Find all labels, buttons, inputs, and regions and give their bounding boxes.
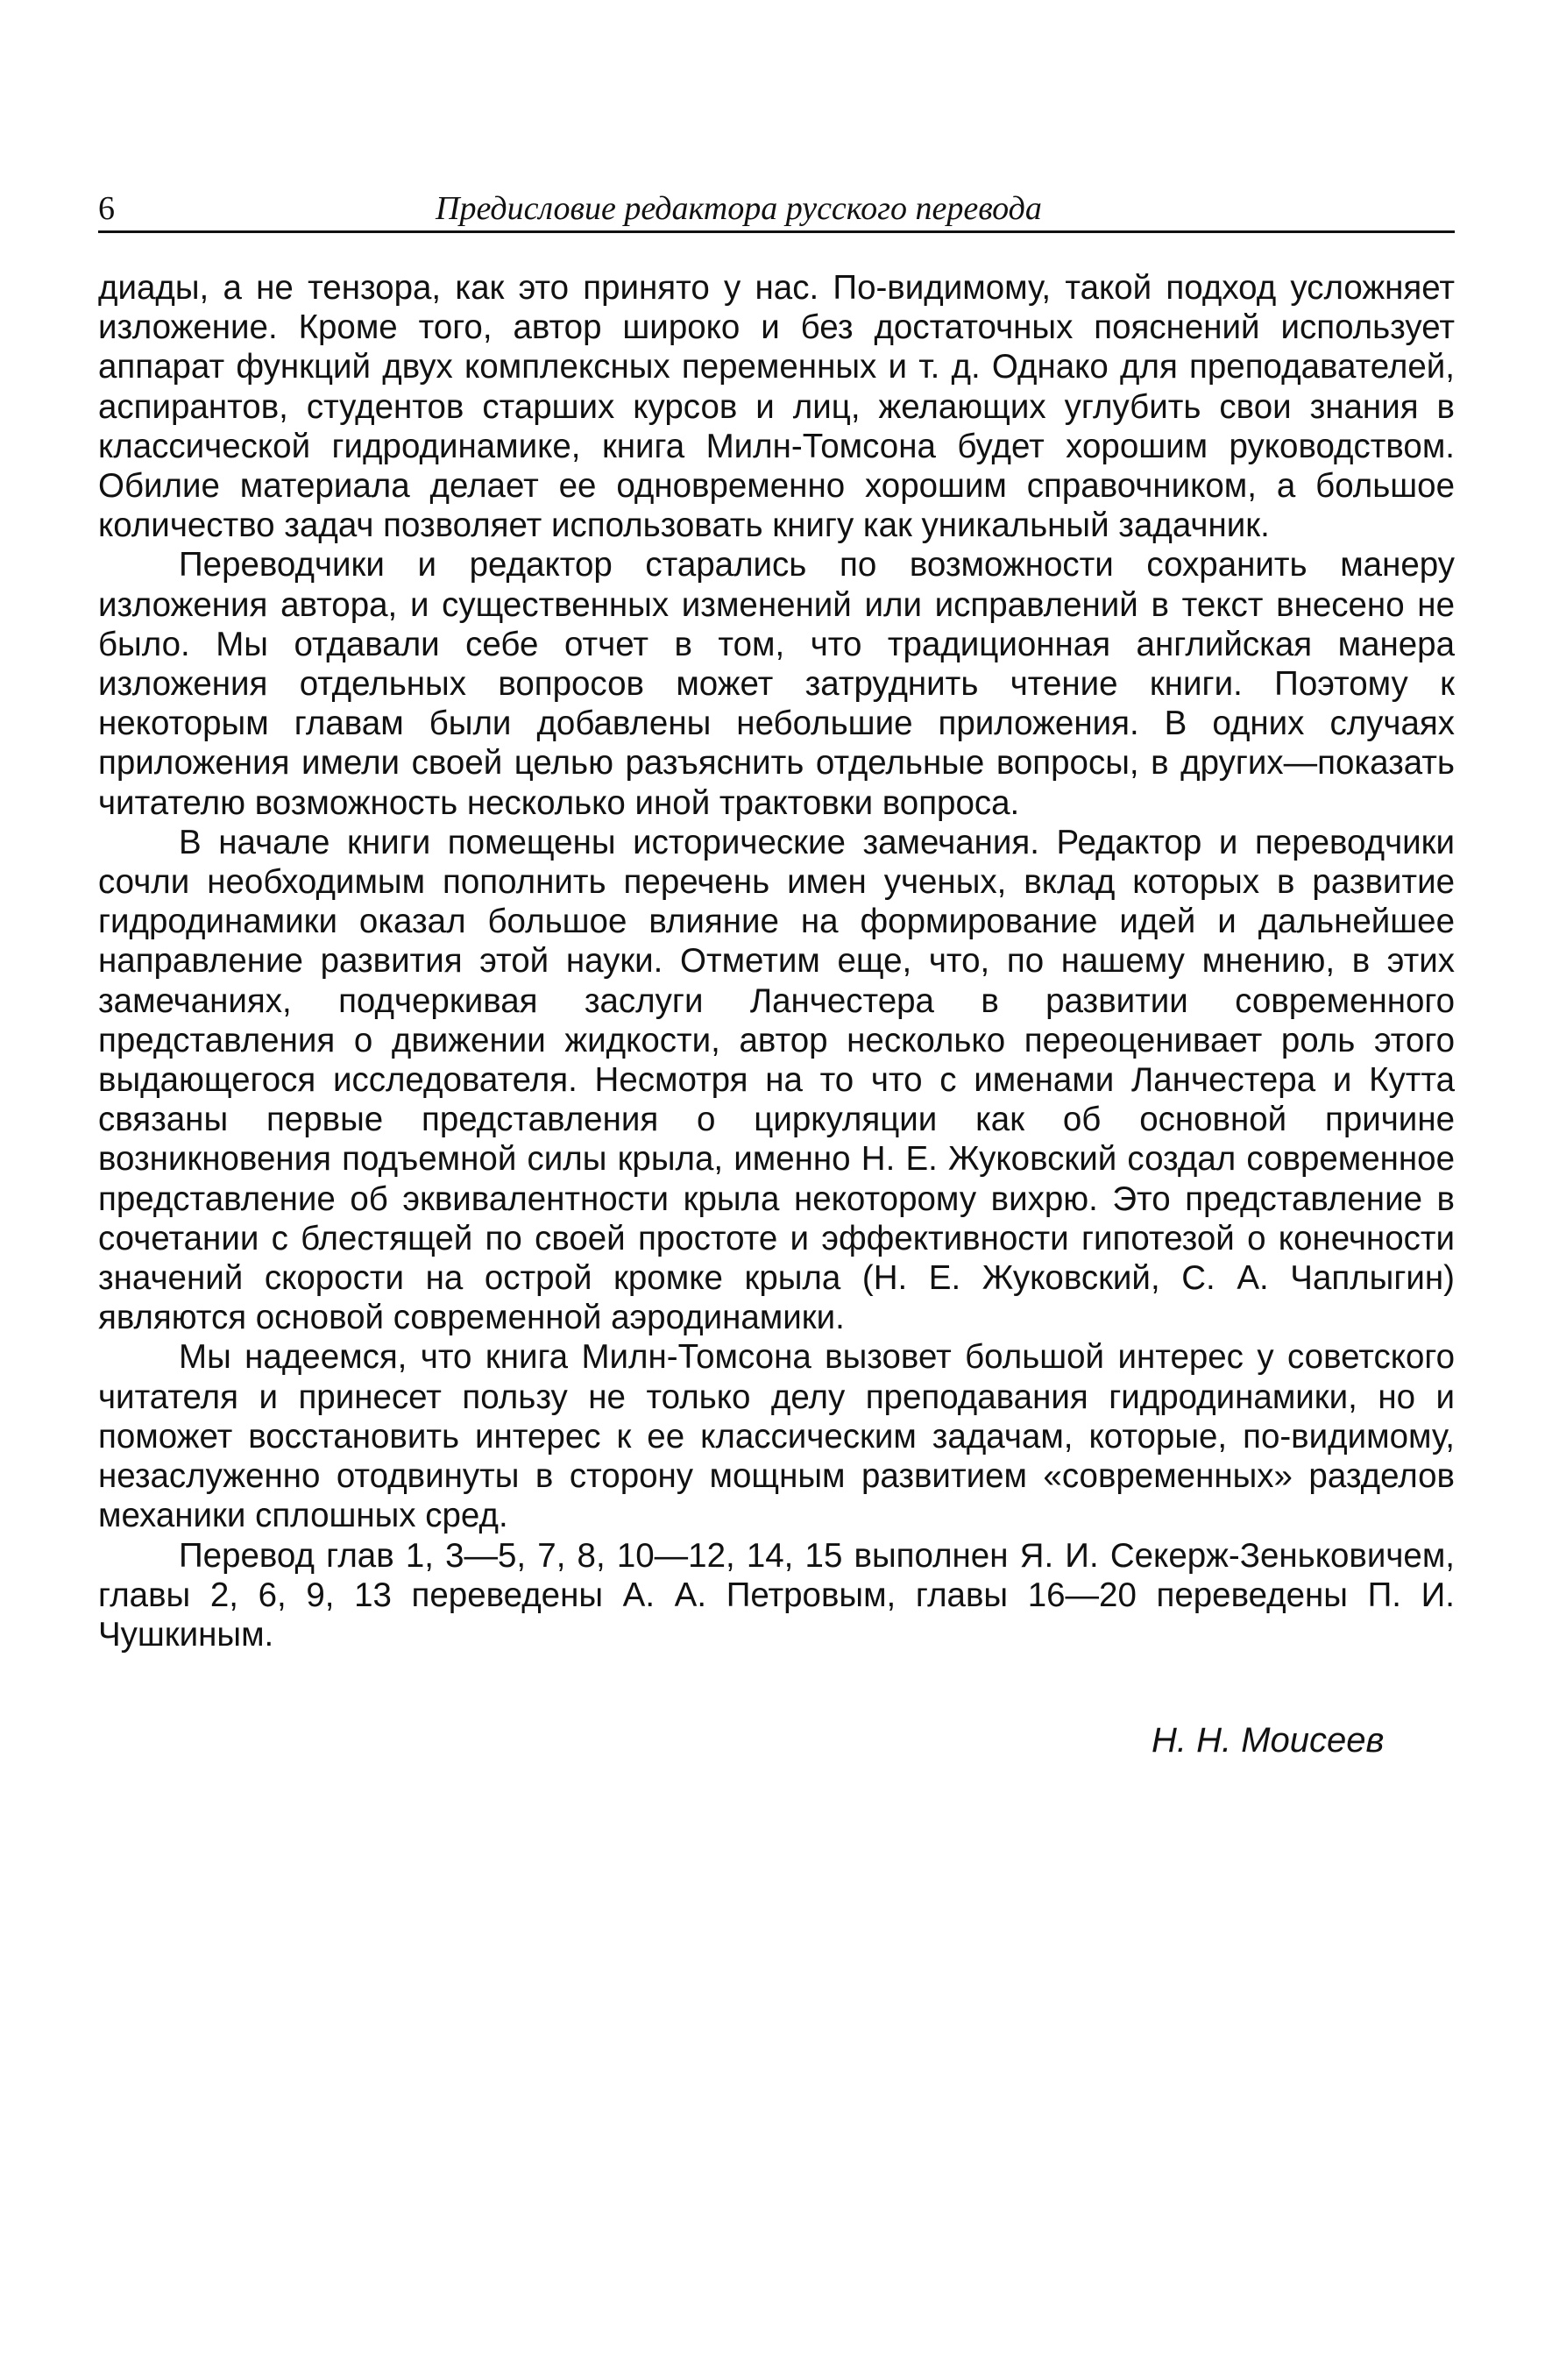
paragraph: Перевод глав 1, 3—5, 7, 8, 10—12, 14, 15 выполнен Я. И. Секерж-Зеньковичем, главы 2, 6, 9, 13 переведены А. А. Петровым, главы 16—20 переведены П. И. Чушкиным. (98, 1536, 1455, 1654)
editor-signature: Н. Н. Моисеев (1152, 1721, 1385, 1760)
paragraph: Мы надеемся, что книга Милн-Томсона вызовет большой интерес у советского читателя и принесет пользу не только делу преподавания гидродинамики, но и поможет восстановить интерес к ее классическим задачам, которые, по-видимому, незаслуженно отодвинуты в сторону мощным развитием «современных» разделов механики сплошных сред. (98, 1338, 1455, 1535)
paragraph: В начале книги помещены исторические замечания. Редактор и переводчики сочли необходимым пополнить перечень имен ученых, вклад которых в развитие гидродинамики оказал большое влияние на формирование идей и дальнейшее направление развития этой науки. Отметим еще, что, по нашему мнению, в этих замечаниях, подчеркивая заслуги Ланчестера в развитии современного представления о движении жидкости, автор несколько переоценивает роль этого выдающегося исследователя. Несмотря на то что с именами Ланчестера и Кутта связаны первые представления о циркуляции как об основной причине возникновения подъемной силы крыла, именно Н. Е. Жуковский создал современное представление об эквивалентности крыла некоторому вихрю. Это представление в сочетании с блестящей по своей простоте и эффективности гипотезой о конечности значений скорости на острой кромке крыла (Н. Е. Жуковский, С. А. Чаплыгин) являются основой современной аэродинамики. (98, 823, 1455, 1337)
paragraph: Переводчики и редактор старались по возможности сохранить манеру изложения автора, и существенных изменений или исправлений в текст внесено не было. Мы отдавали себе отчет в том, что традиционная английская манера изложения отдельных вопросов может затруднить чтение книги. Поэтому к некоторым главам были добавлены небольшие приложения. В одних случаях приложения имели своей целью разъяснить отдельные вопросы, в других—показать читателю возможность несколько иной трактовки вопроса. (98, 546, 1455, 822)
page-number: 6 (98, 190, 115, 227)
body-text (98, 268, 1455, 1654)
running-header (98, 184, 1455, 233)
running-header-title: Предисловие редактора русского перевода (436, 190, 1042, 227)
paragraph-continued: диады, а не тензора, как это принято у нас. По-видимому, такой подход усложняет изложение. Кроме того, автор широко и без достаточных пояснений использует аппарат функций двух комплексных переменных и т. д. Однако для преподавателей, аспирантов, студентов старших курсов и лиц, желающих углубить свои знания в классической гидродинамике, книга Милн-Томсона будет хорошим руководством. Обилие материала делает ее одновременно хорошим справочником, а большое количество задач позволяет использовать книгу как уникальный задачник. (98, 269, 1455, 545)
header-rule (98, 230, 1455, 233)
